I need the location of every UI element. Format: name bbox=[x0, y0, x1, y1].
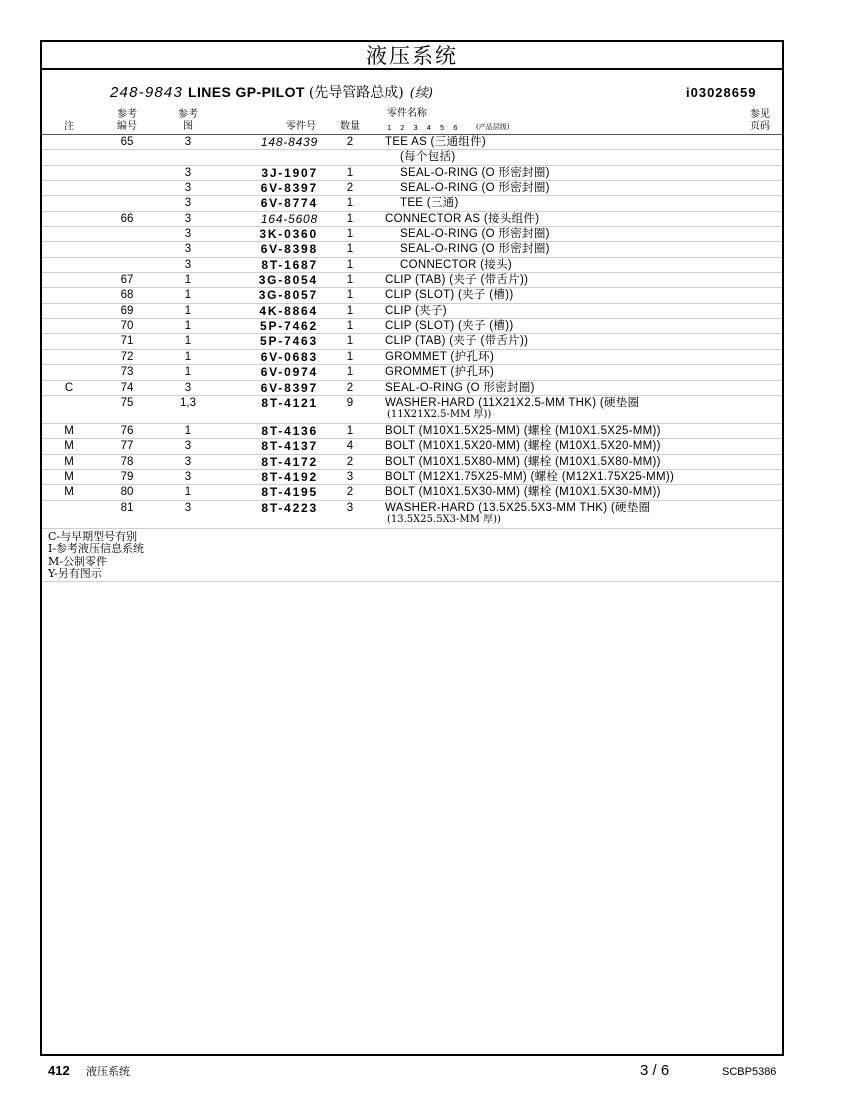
qty-cell: 1 bbox=[346, 289, 354, 302]
column-header-ref-no-line2: 编号 bbox=[117, 121, 137, 132]
qty-cell: 3 bbox=[346, 501, 354, 514]
part-no-cell: 5P-7462 bbox=[260, 319, 318, 334]
ref-no-cell: 80 bbox=[120, 486, 134, 499]
part-name-cell: BOLT (M12X1.75X25-MM) (螺栓 (M12X1.75X25-MM)) bbox=[385, 470, 675, 483]
qty-cell: 2 bbox=[346, 182, 354, 195]
qty-cell: 1 bbox=[346, 274, 354, 287]
part-no-cell: 6V-8774 bbox=[260, 196, 318, 211]
parts-row bbox=[42, 396, 782, 424]
parts-row bbox=[42, 304, 782, 319]
qty-cell: 1 bbox=[346, 228, 354, 241]
note-cell: M bbox=[64, 455, 74, 468]
footer-page-number: 412 bbox=[48, 1063, 70, 1078]
fig-cell: 1 bbox=[184, 289, 192, 302]
fig-cell: 3 bbox=[184, 381, 192, 394]
parts-row bbox=[42, 135, 782, 150]
part-name-cell: CLIP (TAB) (夹子 (带舌片)) bbox=[385, 335, 529, 348]
fig-cell: 3 bbox=[184, 136, 192, 148]
parts-row bbox=[42, 334, 782, 349]
qty-cell: 1 bbox=[346, 304, 354, 317]
footer-section: 液压系统 bbox=[86, 1065, 130, 1078]
fig-cell: 3 bbox=[184, 182, 192, 195]
ref-no-cell: 71 bbox=[120, 335, 134, 348]
part-no-cell: 6V-8397 bbox=[260, 380, 318, 395]
ref-no-cell: 81 bbox=[120, 501, 134, 514]
part-no-cell: 8T-4172 bbox=[261, 454, 318, 469]
qty-cell: 1 bbox=[346, 258, 354, 271]
note-cell: M bbox=[64, 440, 74, 453]
qty-cell: 1 bbox=[346, 320, 354, 333]
part-no-cell: 3K-0360 bbox=[259, 227, 318, 242]
part-name-cell: SEAL-O-RING (O 形密封圈) bbox=[385, 381, 535, 394]
qty-cell: 2 bbox=[346, 455, 354, 468]
part-name-cell: SEAL-O-RING (O 形密封圈) bbox=[400, 243, 550, 256]
assembly-name-cn: (先导管路总成) bbox=[308, 85, 404, 101]
fig-cell: 3 bbox=[184, 455, 192, 468]
part-no-cell: 6V-8398 bbox=[260, 242, 318, 257]
part-name-cell: CLIP (SLOT) (夹子 (槽)) bbox=[385, 289, 514, 302]
qty-cell: 3 bbox=[346, 470, 354, 483]
parts-row bbox=[42, 424, 782, 439]
parts-row bbox=[42, 350, 782, 365]
fig-cell: 1 bbox=[184, 366, 192, 379]
part-name-cell: SEAL-O-RING (O 形密封圈) bbox=[400, 228, 550, 241]
page-title: 液压系统 bbox=[366, 44, 458, 68]
legend-note: C-与早期型号有别 bbox=[48, 530, 138, 543]
qty-cell: 1 bbox=[346, 197, 354, 210]
parts-row bbox=[42, 242, 782, 257]
ref-no-cell: 68 bbox=[120, 289, 134, 302]
part-name-cell: CLIP (TAB) (夹子 (带舌片)) bbox=[385, 274, 529, 287]
part-name-cell: (每个包括) bbox=[400, 151, 456, 164]
part-no-cell: 8T-4137 bbox=[261, 439, 318, 454]
part-name-cell: GROMMET (护孔环) bbox=[385, 350, 495, 363]
fig-cell: 3 bbox=[184, 166, 192, 179]
parts-row bbox=[42, 196, 782, 211]
fig-cell: 1 bbox=[184, 350, 192, 363]
parts-row bbox=[42, 181, 782, 196]
parts-row bbox=[42, 470, 782, 485]
qty-cell: 1 bbox=[346, 366, 354, 379]
parts-row bbox=[42, 258, 782, 273]
fig-cell: 3 bbox=[184, 243, 192, 256]
column-header-levels: 1 2 3 4 5 6 bbox=[387, 123, 458, 132]
part-name-cell: GROMMET (护孔环) bbox=[385, 366, 495, 379]
ref-no-cell: 75 bbox=[120, 396, 134, 409]
fig-cell: 1 bbox=[184, 486, 192, 499]
fig-cell: 1 bbox=[184, 335, 192, 348]
fig-cell: 3 bbox=[184, 440, 192, 453]
ref-no-cell: 66 bbox=[120, 212, 134, 225]
part-name-cell: BOLT (M10X1.5X80-MM) (螺栓 (M10X1.5X80-MM)) bbox=[385, 455, 661, 468]
note-cell: M bbox=[64, 424, 74, 437]
ref-no-cell: 72 bbox=[120, 350, 134, 363]
qty-cell: 1 bbox=[346, 212, 354, 225]
column-header-fig bbox=[168, 109, 208, 133]
qty-cell: 1 bbox=[346, 424, 354, 437]
part-no-cell: 4K-8864 bbox=[259, 303, 318, 318]
note-cell: C bbox=[64, 381, 74, 394]
parts-row bbox=[42, 485, 782, 500]
parts-row bbox=[42, 150, 782, 165]
parts-row bbox=[42, 212, 782, 227]
column-header-fig-line1: 参考 bbox=[178, 109, 198, 120]
document-id: i03028659 bbox=[686, 85, 757, 100]
assembly-header bbox=[110, 83, 433, 103]
part-no-cell: 8T-4223 bbox=[261, 500, 318, 515]
column-header-note: 注 bbox=[64, 121, 74, 132]
fig-cell: 1 bbox=[184, 320, 192, 333]
parts-row bbox=[42, 365, 782, 380]
note-cell: M bbox=[64, 486, 74, 499]
parts-row bbox=[42, 319, 782, 334]
part-name-cell: TEE (三通) bbox=[400, 197, 459, 210]
qty-cell: 4 bbox=[346, 440, 354, 453]
qty-cell: 1 bbox=[346, 243, 354, 256]
ref-no-cell: 78 bbox=[120, 455, 134, 468]
continued-label: (续) bbox=[409, 86, 433, 101]
fig-cell: 1 bbox=[184, 424, 192, 437]
legend-note: M-公制零件 bbox=[48, 554, 107, 568]
ref-no-cell: 70 bbox=[120, 320, 134, 333]
part-name-line2: (13.5X25.5X3-MM 厚)) bbox=[387, 513, 501, 525]
part-name-cell: WASHER-HARD (13.5X25.5X3-MM THK) (硬垫圈 bbox=[385, 501, 651, 514]
parts-row bbox=[42, 227, 782, 242]
qty-cell: 1 bbox=[346, 335, 354, 348]
parts-row bbox=[42, 288, 782, 303]
part-no-cell: 8T-1687 bbox=[261, 257, 318, 272]
column-header-see-page-line1: 参见 bbox=[750, 109, 770, 120]
column-header-qty: 数量 bbox=[340, 121, 360, 132]
column-header-see-page bbox=[720, 109, 770, 133]
fig-cell: 3 bbox=[184, 470, 192, 483]
part-name-cell: CLIP (SLOT) (夹子 (槽)) bbox=[385, 320, 514, 333]
ref-no-cell: 73 bbox=[120, 366, 134, 379]
fig-cell: 3 bbox=[184, 258, 192, 271]
footer-doc-code: SCBP5386 bbox=[722, 1066, 777, 1078]
ref-no-cell: 76 bbox=[120, 424, 134, 437]
assembly-number: 248-9843 bbox=[110, 84, 183, 101]
part-name-cell: BOLT (M10X1.5X25-MM) (螺栓 (M10X1.5X25-MM)) bbox=[385, 424, 661, 437]
ref-no-cell: 69 bbox=[120, 304, 134, 317]
qty-cell: 2 bbox=[346, 486, 354, 499]
part-name-cell: BOLT (M10X1.5X30-MM) (螺栓 (M10X1.5X30-MM)) bbox=[385, 486, 661, 499]
part-no-cell: 3G-8057 bbox=[258, 288, 318, 303]
part-no-cell: 164-5608 bbox=[260, 211, 318, 226]
ref-no-cell: 77 bbox=[120, 440, 134, 453]
qty-cell: 2 bbox=[346, 136, 354, 148]
part-no-cell: 3G-8054 bbox=[258, 273, 318, 288]
part-no-cell: 8T-4192 bbox=[261, 469, 318, 484]
fig-cell: 1,3 bbox=[180, 396, 196, 409]
fig-cell: 1 bbox=[184, 304, 192, 317]
ref-no-cell: 67 bbox=[120, 274, 134, 287]
qty-cell: 1 bbox=[346, 166, 354, 179]
fig-cell: 3 bbox=[184, 212, 192, 225]
column-header-levels-label: (产品层级) bbox=[476, 123, 510, 131]
parts-row bbox=[42, 166, 782, 181]
part-name-cell: CLIP (夹子) bbox=[385, 304, 447, 317]
part-name-cell: SEAL-O-RING (O 形密封圈) bbox=[400, 166, 550, 179]
part-no-cell: 6V-8397 bbox=[260, 181, 318, 196]
title-divider bbox=[42, 68, 782, 70]
part-no-cell: 6V-0974 bbox=[260, 365, 318, 380]
fig-cell: 3 bbox=[184, 501, 192, 514]
part-no-cell: 8T-4195 bbox=[261, 485, 318, 500]
column-header-see-page-line2: 页码 bbox=[750, 121, 770, 132]
part-name-cell: WASHER-HARD (11X21X2.5-MM THK) (硬垫圈 bbox=[385, 396, 640, 409]
part-no-cell: 148-8439 bbox=[260, 135, 318, 149]
legend-note: I-参考液压信息系统 bbox=[48, 542, 145, 556]
part-no-cell: 3J-1907 bbox=[261, 165, 318, 180]
part-name-cell: CONNECTOR AS (接头组件) bbox=[385, 212, 540, 225]
ref-no-cell: 74 bbox=[120, 381, 134, 394]
parts-row bbox=[42, 455, 782, 470]
parts-list bbox=[42, 135, 782, 529]
qty-cell: 1 bbox=[346, 350, 354, 363]
parts-row bbox=[42, 439, 782, 454]
qty-cell: 9 bbox=[346, 396, 354, 409]
part-name-cell: SEAL-O-RING (O 形密封圈) bbox=[400, 182, 550, 195]
parts-row bbox=[42, 273, 782, 288]
column-header-ref-no bbox=[107, 109, 147, 133]
note-cell: M bbox=[64, 470, 74, 483]
part-no-cell: 6V-0683 bbox=[260, 349, 318, 364]
ref-no-cell: 65 bbox=[120, 136, 134, 148]
part-name-cell: CONNECTOR (接头) bbox=[400, 258, 512, 271]
fig-cell: 3 bbox=[184, 197, 192, 210]
part-no-cell: 8T-4121 bbox=[261, 395, 318, 410]
parts-row bbox=[42, 501, 782, 529]
part-name-cell: BOLT (M10X1.5X20-MM) (螺栓 (M10X1.5X20-MM)) bbox=[385, 440, 661, 453]
fig-cell: 3 bbox=[184, 228, 192, 241]
part-name-line2: (11X21X2.5-MM 厚)) bbox=[387, 408, 492, 420]
column-header-ref-no-line1: 参考 bbox=[117, 109, 137, 120]
column-header-part-name: 零件名称 bbox=[387, 108, 427, 119]
column-header-fig-line2: 图 bbox=[183, 121, 193, 132]
legend-notes bbox=[48, 531, 144, 580]
qty-cell: 2 bbox=[346, 381, 354, 394]
column-header-part-no: 零件号 bbox=[286, 121, 316, 132]
assembly-name: LINES GP-PILOT bbox=[188, 84, 305, 100]
ref-no-cell: 79 bbox=[120, 470, 134, 483]
parts-row bbox=[42, 381, 782, 396]
footer-page-of: 3 / 6 bbox=[640, 1062, 670, 1079]
part-no-cell: 8T-4136 bbox=[261, 423, 318, 438]
notes-divider bbox=[42, 581, 782, 582]
part-name-cell: TEE AS (三通组件) bbox=[385, 136, 487, 148]
fig-cell: 1 bbox=[184, 274, 192, 287]
part-no-cell: 5P-7463 bbox=[260, 334, 318, 349]
legend-note: Y-另有图示 bbox=[48, 566, 102, 580]
